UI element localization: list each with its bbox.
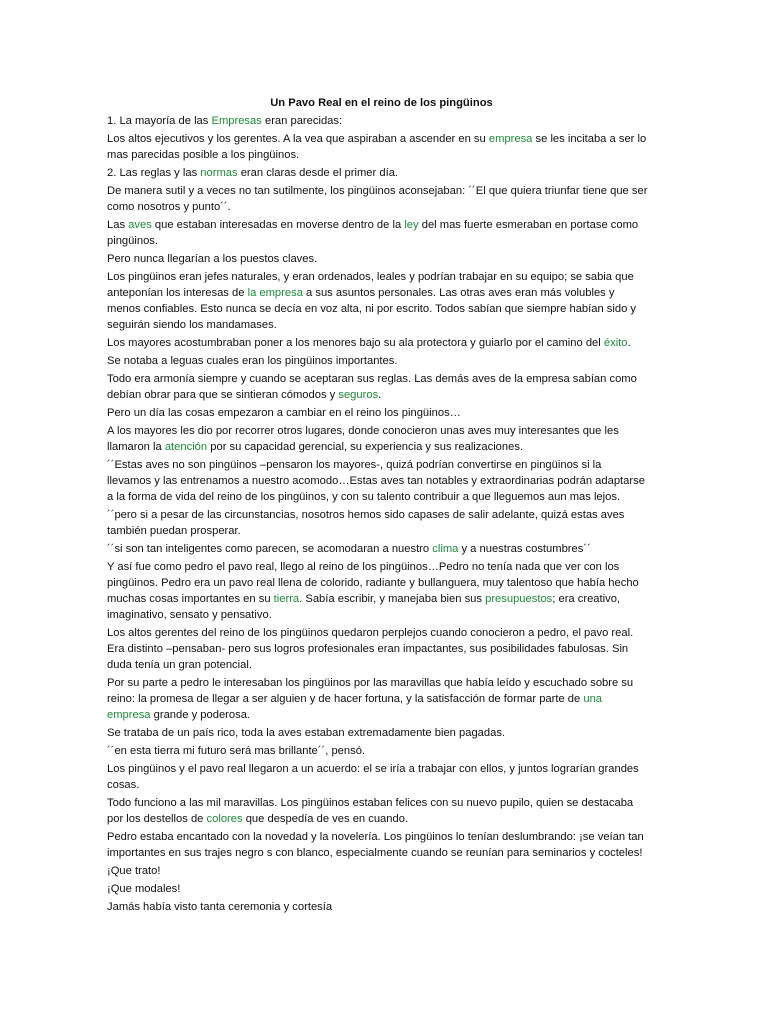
paragraph bbox=[107, 183, 648, 215]
paragraph bbox=[107, 217, 648, 249]
paragraph bbox=[107, 743, 648, 759]
inline-link[interactable]: seguros bbox=[338, 389, 379, 401]
paragraph bbox=[107, 863, 648, 879]
paragraph-text: Todo funciono a las mil maravillas. Los pingüinos estaban felices con su nuevo pupilo, quien se destacaba por los destellos de bbox=[107, 797, 634, 825]
inline-link[interactable]: atención bbox=[164, 441, 208, 453]
paragraph bbox=[107, 269, 648, 333]
paragraph-text: Pero un día las cosas empezaron a cambiar en el reino los pingüinos… bbox=[107, 407, 461, 419]
paragraph bbox=[107, 131, 648, 163]
paragraph-text: grande y poderosa. bbox=[150, 709, 251, 721]
paragraph-text: Los altos ejecutivos y los gerentes. A la vea que aspiraban a ascender en su bbox=[107, 133, 489, 145]
paragraph-text: . Sabía escribir, y manejaba bien sus bbox=[299, 593, 486, 605]
paragraph bbox=[107, 625, 648, 673]
paragraph bbox=[107, 371, 648, 403]
paragraph bbox=[107, 335, 648, 351]
inline-link[interactable]: una empresa bbox=[107, 693, 603, 721]
inline-link[interactable]: la empresa bbox=[247, 287, 303, 299]
paragraph bbox=[107, 829, 648, 861]
paragraph-text: A los mayores les dio por recorrer otros lugares, donde conocieron unas aves muy interesantes que les llamaron la bbox=[107, 425, 619, 453]
paragraph-text: Los pingüinos y el pavo real llegaron a un acuerdo: el se iría a trabajar con ellos, y juntos lograrían grandes cosas. bbox=[107, 763, 639, 791]
paragraph-text: 2. Las reglas y las bbox=[107, 167, 201, 179]
paragraph-text: Pedro estaba encantado con la novedad y la novelería. Los pingüinos lo tenían deslumbrando: ¡se veían tan importantes en sus trajes negro s con blanco, especialmente cuando se reunían para seminarios y cocteles! bbox=[107, 831, 644, 859]
inline-link[interactable]: empresa bbox=[488, 133, 533, 145]
paragraph-text: De manera sutil y a veces no tan sutilmente, los pingüinos aconsejaban: ´´El que quiera triunfar tiene que ser como nosotros y punto´´. bbox=[107, 185, 648, 213]
paragraph-text: eran parecidas: bbox=[261, 115, 343, 127]
paragraph bbox=[107, 899, 648, 915]
paragraph-text: y a nuestras costumbres´´ bbox=[458, 543, 591, 555]
paragraph-text: ´´pero si a pesar de las circunstancias, nosotros hemos sido capases de salir adelante, quizá estas aves también puedan prosperar. bbox=[107, 509, 625, 537]
paragraph-text: que estaban interesadas en moverse dentro de la bbox=[151, 219, 405, 231]
paragraph-text: Y así fue como pedro el pavo real, llego al reino de los pingüinos…Pedro no tenía nada que ver con los pingüinos. Pedro era un pavo real llena de colorido, radiante y bullanguera, muy talentoso que había hecho muchas cosas importantes en su bbox=[107, 561, 639, 605]
paragraph-text: Los altos gerentes del reino de los pingüinos quedaron perplejos cuando conocieron a pedro, el pavo real. Era distinto –pensaban- pero sus logros profesionales eran impactantes, sus posibilidades fabulosas. Sin duda tenía un gran potencial. bbox=[107, 627, 634, 671]
inline-link[interactable]: colores bbox=[206, 813, 243, 825]
paragraph-text: del mas fuerte esmeraban en portase como pingüinos. bbox=[107, 219, 639, 247]
inline-link[interactable]: ley bbox=[404, 219, 419, 231]
paragraph bbox=[107, 725, 648, 741]
paragraph-text: Pero nunca llegarían a los puestos claves. bbox=[107, 253, 318, 265]
paragraph bbox=[107, 353, 648, 369]
paragraph-text: 1. La mayoría de las bbox=[107, 115, 212, 127]
paragraph bbox=[107, 165, 648, 181]
paragraph-text: ¡Que trato! bbox=[107, 865, 161, 877]
paragraph bbox=[107, 507, 648, 539]
paragraph bbox=[107, 541, 648, 557]
paragraph bbox=[107, 423, 648, 455]
paragraph-text: Jamás había visto tanta ceremonia y cortesía bbox=[107, 901, 333, 913]
inline-link[interactable]: tierra bbox=[273, 593, 300, 605]
paragraph bbox=[107, 881, 648, 897]
paragraph-text: se les incitaba a ser lo mas parecidas posible a los pingüinos. bbox=[107, 133, 647, 161]
paragraph-text: eran claras desde el primer día. bbox=[237, 167, 399, 179]
paragraph bbox=[107, 251, 648, 267]
paragraph-text: Se trataba de un país rico, toda la aves estaban extremadamente bien pagadas. bbox=[107, 727, 506, 739]
paragraph-text: . bbox=[378, 389, 382, 401]
inline-link[interactable]: éxito bbox=[603, 337, 628, 349]
paragraph-text: que despedía de ves en cuando. bbox=[242, 813, 409, 825]
inline-link[interactable]: presupuestos bbox=[485, 593, 553, 605]
paragraph bbox=[107, 675, 648, 723]
inline-link[interactable]: normas bbox=[200, 167, 238, 179]
paragraph-text: ´´si son tan inteligentes como parecen, se acomodaran a nuestro bbox=[107, 543, 433, 555]
paragraph-text: ´´en esta tierra mi futuro será mas brillante´´, pensó. bbox=[107, 745, 366, 757]
paragraph-text: a sus asuntos personales. Las otras aves eran más volubles y menos confiables. Esto nunca se decía en voz alta, ni por escrito. Todos sabían que siempre habían sido y seguirán siendo los mandamases. bbox=[107, 287, 637, 331]
paragraph bbox=[107, 795, 648, 827]
paragraph bbox=[107, 761, 648, 793]
document-body bbox=[107, 113, 648, 915]
paragraph-text: Los mayores acostumbraban poner a los menores bajo su ala protectora y guiarlo por el camino del bbox=[107, 337, 604, 349]
paragraph bbox=[107, 113, 648, 129]
inline-link[interactable]: Empresas bbox=[211, 115, 262, 127]
paragraph-text: ´´Estas aves no son pingüinos –pensaron los mayores-, quizá podrían convertirse en pingüinos si la llevamos y las entrenamos a nuestro acomodo…Estas aves tan notables y extraordinarias podrán adaptarse a la forma de vida del reino de los pingüinos, y con su talento contribuir a que lleguemos aun mas lejos. bbox=[107, 459, 645, 503]
paragraph-text: Por su parte a pedro le interesaban los pingüinos por las maravillas que había leído y escuchado sobre su reino: la promesa de llegar a ser alguien y de hacer fortuna, y la satisfacción de formar parte de bbox=[107, 677, 634, 705]
paragraph bbox=[107, 457, 648, 505]
paragraph-text: ¡Que modales! bbox=[107, 883, 181, 895]
paragraph-text: Las bbox=[107, 219, 129, 231]
paragraph-text: Todo era armonía siempre y cuando se aceptaran sus reglas. Las demás aves de la empresa sabían como debían obrar para que se sintieran cómodos y bbox=[107, 373, 637, 401]
document-title: Un Pavo Real en el reino de los pingüinos bbox=[270, 97, 493, 109]
paragraph-text: ; era creativo, imaginativo, sensato y pensativo. bbox=[107, 593, 621, 621]
inline-link[interactable]: aves bbox=[128, 219, 152, 231]
inline-link[interactable]: clima bbox=[432, 543, 459, 555]
paragraph-text: Los pingüinos eran jefes naturales, y eran ordenados, leales y podrían trabajar en su equipo; se sabia que anteponían los interesas de bbox=[107, 271, 634, 299]
paragraph-text: por su capacidad gerencial, su experiencia y sus realizaciones. bbox=[207, 441, 524, 453]
paragraph-text: Se notaba a leguas cuales eran los pingüinos importantes. bbox=[107, 355, 398, 367]
paragraph bbox=[107, 559, 648, 623]
paragraph bbox=[107, 405, 648, 421]
paragraph-text: . bbox=[627, 337, 631, 349]
